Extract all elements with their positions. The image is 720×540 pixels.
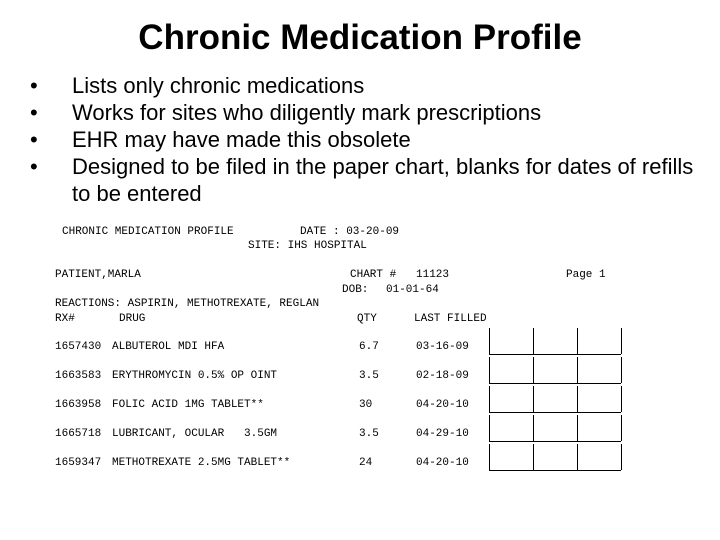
bullet-item: [30, 72, 700, 99]
chart-label: CHART #: [350, 269, 397, 281]
bullet-list: [30, 72, 700, 207]
refill-blank-divider: [621, 444, 622, 470]
row-rx: 1665718: [55, 428, 102, 440]
row-drug: ERYTHROMYCIN 0.5% OP OINT: [112, 370, 278, 382]
reactions-line: REACTIONS: ASPIRIN, METHOTREXATE, REGLAN: [55, 298, 320, 310]
row-rx: 1659347: [55, 457, 102, 469]
bullet-item: [30, 153, 700, 207]
row-drug: LUBRICANT, OCULAR 3.5GM: [112, 428, 278, 440]
row-drug: ALBUTEROL MDI HFA: [112, 341, 225, 353]
refill-blank-divider: [621, 357, 622, 383]
row-last-filled: 04-20-10: [416, 457, 469, 469]
row-drug: FOLIC ACID 1MG TABLET**: [112, 399, 264, 411]
dob-label: DOB:: [342, 284, 369, 296]
row-last-filled: 03-16-09: [416, 341, 469, 353]
refill-date-blank[interactable]: [577, 328, 621, 355]
report-date: DATE : 03-20-09: [300, 226, 400, 238]
row-last-filled: 04-20-10: [416, 399, 469, 411]
refill-date-blank[interactable]: [489, 444, 533, 471]
bullet-dot-icon: •: [30, 100, 38, 125]
row-last-filled: 02-18-09: [416, 370, 469, 382]
bullet-dot-icon: •: [30, 154, 38, 179]
row-rx: 1663958: [55, 399, 102, 411]
refill-date-blank[interactable]: [533, 357, 577, 384]
bullet-text: Designed to be filed in the paper chart, blanks for dates of refills to be entered: [72, 154, 694, 206]
bullet-text: EHR may have made this obsolete: [72, 127, 411, 152]
column-header-drug: DRUG: [119, 313, 146, 325]
row-qty: 6.7: [359, 341, 379, 353]
column-header-last-filled: LAST FILLED: [414, 313, 487, 325]
bullet-dot-icon: •: [30, 73, 38, 98]
row-qty: 24: [359, 457, 373, 469]
chart-number: 11123: [416, 269, 450, 281]
row-rx: 1657430: [55, 341, 102, 353]
column-header-rx: RX#: [55, 313, 75, 325]
refill-date-blank[interactable]: [577, 444, 621, 471]
refill-date-blank[interactable]: [577, 386, 621, 413]
refill-blank-divider: [621, 386, 622, 412]
row-qty: 30: [359, 399, 373, 411]
refill-date-blank[interactable]: [533, 415, 577, 442]
refill-date-blank[interactable]: [489, 328, 533, 355]
row-qty: 3.5: [359, 428, 379, 440]
bullet-dot-icon: •: [30, 127, 38, 152]
report-title: CHRONIC MEDICATION PROFILE: [62, 226, 234, 238]
row-qty: 3.5: [359, 370, 379, 382]
column-header-qty: QTY: [357, 313, 377, 325]
page-number: Page 1: [566, 269, 606, 281]
bullet-text: Lists only chronic medications: [72, 73, 365, 98]
row-drug: METHOTREXATE 2.5MG TABLET**: [112, 457, 291, 469]
refill-date-blank[interactable]: [577, 415, 621, 442]
refill-date-blank[interactable]: [489, 415, 533, 442]
report-site: SITE: IHS HOSPITAL: [248, 240, 367, 252]
row-rx: 1663583: [55, 370, 102, 382]
refill-date-blank[interactable]: [489, 386, 533, 413]
bullet-item: [30, 99, 700, 126]
slide-title: Chronic Medication Profile: [138, 18, 582, 57]
refill-blank-divider: [621, 415, 622, 441]
refill-blank-divider: [621, 328, 622, 354]
refill-date-blank[interactable]: [533, 328, 577, 355]
dob-value: 01-01-64: [386, 284, 439, 296]
patient-name: PATIENT,MARLA: [55, 269, 141, 281]
refill-date-blank[interactable]: [533, 444, 577, 471]
bullet-text: Works for sites who diligently mark prescriptions: [72, 100, 542, 125]
bullet-item: [30, 126, 700, 153]
refill-date-blank[interactable]: [489, 357, 533, 384]
refill-date-blank[interactable]: [577, 357, 621, 384]
row-last-filled: 04-29-10: [416, 428, 469, 440]
refill-date-blank[interactable]: [533, 386, 577, 413]
